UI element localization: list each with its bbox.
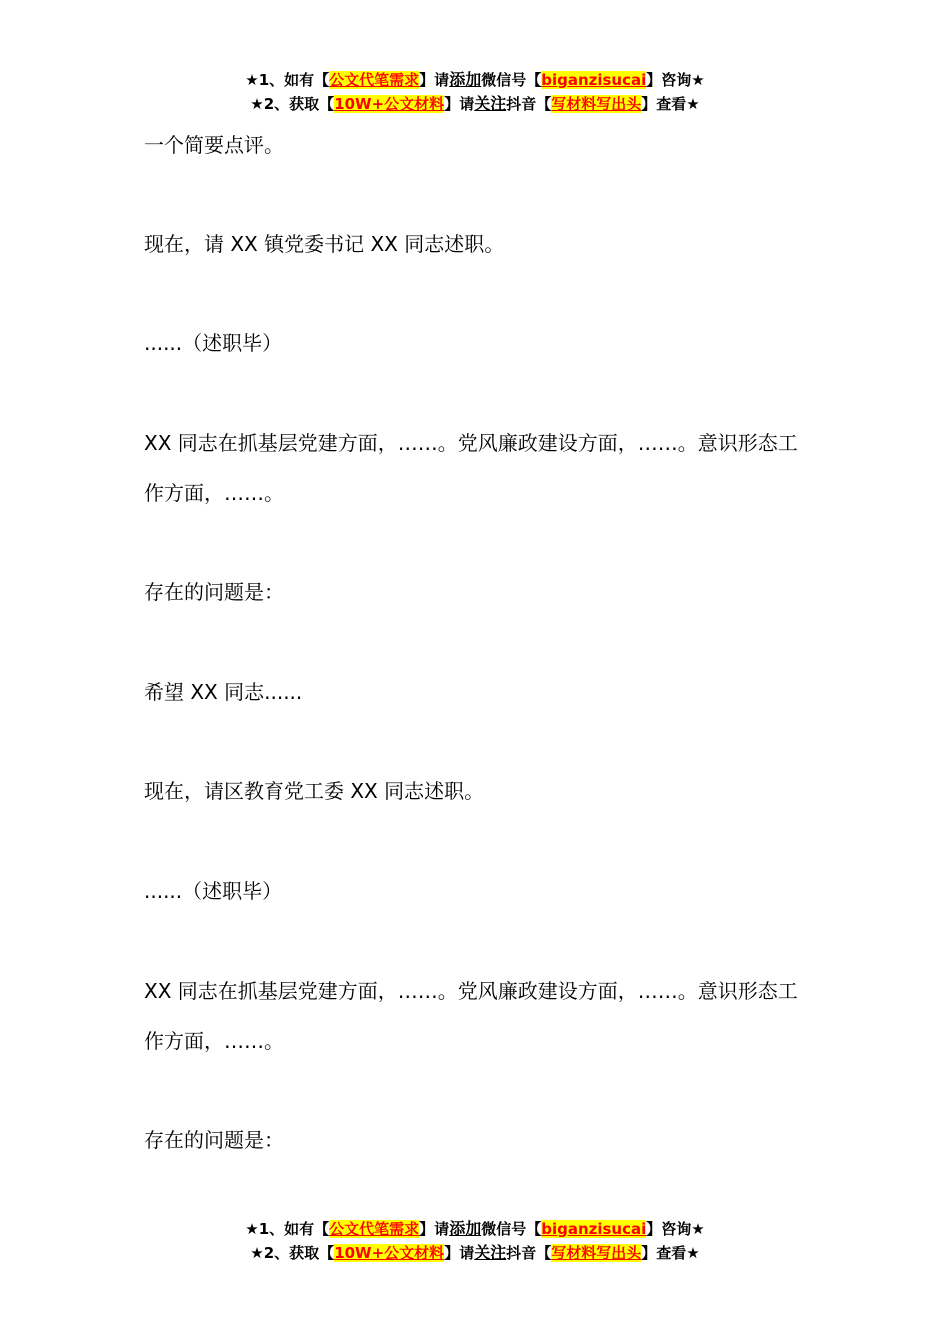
banner-text: ★1、如有【	[245, 71, 330, 89]
paragraph: ......（述职毕）	[144, 331, 283, 355]
paragraph: XX 同志在抓基层党建方面，……。党风廉政建设方面，……。意识形态工作方面，……。	[144, 979, 798, 1053]
banner-text: 】咨询★	[646, 71, 705, 89]
paragraph: 现在，请区教育党工委 XX 同志述职。	[144, 779, 485, 803]
highlight-text: 写材料写出头	[551, 95, 642, 113]
highlight-text: 10W+公文材料	[334, 95, 445, 113]
underlined-text: 添加	[449, 70, 482, 89]
paragraph: ......（述职毕）	[144, 879, 283, 903]
paragraph: 一个简要点评。	[144, 133, 284, 157]
paragraph: 希望 XX 同志......	[144, 680, 303, 704]
underlined-text: 添加	[449, 1219, 482, 1238]
paragraph: 存在的问题是：	[144, 580, 284, 604]
highlight-text: 公文代笔需求	[329, 1220, 420, 1238]
banner-text: 】查看★	[641, 95, 700, 113]
header-banner	[0, 68, 950, 116]
highlight-text: 写材料写出头	[551, 1244, 642, 1262]
banner-text: 】请	[419, 1220, 450, 1238]
highlight-text: biganzisucai	[541, 1220, 647, 1238]
banner-line-2	[0, 92, 950, 116]
paragraph: 现在，请 XX 镇党委书记 XX 同志述职。	[144, 232, 505, 256]
banner-text: 】咨询★	[646, 1220, 705, 1238]
underlined-text: 关注	[474, 94, 507, 113]
banner-text: ★2、获取【	[250, 95, 335, 113]
banner-text: 微信号【	[481, 1220, 542, 1238]
highlight-text: biganzisucai	[541, 71, 647, 89]
highlight-text: 公文代笔需求	[329, 71, 420, 89]
paragraph: 存在的问题是：	[144, 1128, 284, 1152]
paragraph: XX 同志在抓基层党建方面，……。党风廉政建设方面，……。意识形态工作方面，……。	[144, 431, 798, 505]
banner-line-2	[0, 1241, 950, 1265]
banner-line-1	[0, 68, 950, 92]
banner-text: ★1、如有【	[245, 1220, 330, 1238]
banner-text: 】查看★	[641, 1244, 700, 1262]
banner-text: 微信号【	[481, 71, 542, 89]
banner-text: ★2、获取【	[250, 1244, 335, 1262]
banner-text: 】请	[444, 1244, 475, 1262]
footer-banner	[0, 1217, 950, 1265]
highlight-text: 10W+公文材料	[334, 1244, 445, 1262]
banner-line-1	[0, 1217, 950, 1241]
banner-text: 抖音【	[506, 1244, 552, 1262]
banner-text: 】请	[419, 71, 450, 89]
underlined-text: 关注	[474, 1243, 507, 1262]
banner-text: 】请	[444, 95, 475, 113]
banner-text: 抖音【	[506, 95, 552, 113]
